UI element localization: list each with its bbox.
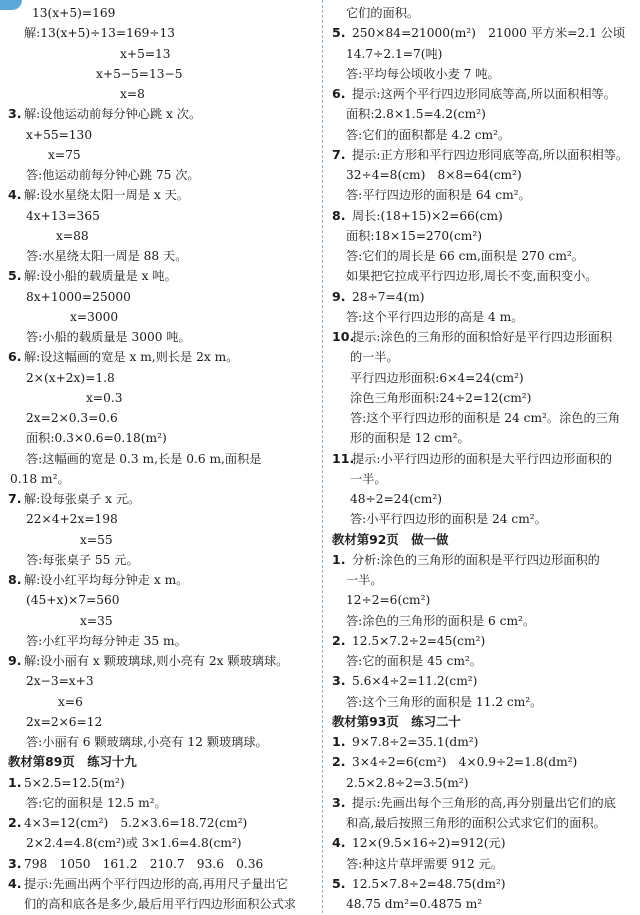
answer-text: 9×7.8÷2=35.1(dm²)	[352, 735, 479, 749]
answer-line	[8, 367, 115, 389]
section-heading	[8, 751, 137, 773]
answer-text: 解:设这幅画的宽是 x m,则长是 2x m。	[24, 350, 239, 365]
answer-text: x=8	[120, 87, 145, 101]
answer-line	[332, 245, 584, 267]
answer-text: 32÷4=8(cm) 8×8=64(cm²)	[346, 168, 522, 182]
answer-text: 答:小丽有 6 颗玻璃球,小亮有 12 颗玻璃球。	[26, 735, 268, 749]
section-heading	[332, 711, 461, 733]
answer-text: 4×3=12(cm²) 5.2×3.6=18.72(cm²)	[24, 816, 248, 830]
section-heading-text: 教材第89页 练习十九	[8, 754, 137, 770]
answer-text: 28÷7=4(m)	[352, 289, 425, 304]
answer-text: x=3000	[70, 309, 119, 324]
answer-text: 答:平均每公顷收小麦 7 吨。	[346, 66, 500, 81]
answer-line	[8, 63, 183, 85]
answer-text: 形的面积是 12 cm²。	[350, 431, 470, 446]
answer-text: x=35	[80, 613, 113, 628]
question-number: 5.	[8, 268, 22, 284]
answer-text: 答:每张桌子 55 元。	[26, 552, 139, 567]
answer-text: 答:种这片草坪需要 912 元。	[346, 856, 503, 871]
answer-line	[332, 893, 482, 915]
answer-line	[8, 346, 238, 368]
question-number: 8.	[8, 572, 22, 587]
question-number: 6.	[332, 86, 346, 101]
answer-line	[332, 448, 612, 470]
answer-text: x+5=13	[120, 46, 171, 61]
answer-line	[332, 772, 469, 794]
answer-text: 答:它的面积是 12.5 m²。	[26, 795, 167, 810]
answer-text: 一半。	[346, 573, 383, 587]
answer-line	[332, 873, 506, 895]
answer-text: 解:设小丽有 x 颗玻璃球,则小亮有 2x 颗玻璃球。	[24, 654, 289, 668]
answer-text: 8x+1000=25000	[26, 289, 131, 304]
answer-line	[8, 873, 288, 895]
answer-line	[8, 488, 140, 510]
answer-text: 面积:2.8×1.5=4.2(cm²)	[346, 107, 486, 122]
answer-line	[8, 184, 189, 206]
answer-line	[332, 751, 577, 773]
answer-line	[332, 488, 442, 510]
answer-line	[332, 569, 383, 591]
answer-text: 答:这个平行四边形的高是 4 m。	[346, 309, 524, 324]
answer-line	[8, 265, 177, 287]
section-heading-text: 教材第92页 做一做	[332, 531, 449, 547]
answer-text: x+55=130	[26, 127, 93, 142]
answer-text: 提示:先画出两个平行四边形的高,再用尺子量出它	[24, 876, 288, 891]
answer-line	[332, 286, 425, 308]
answer-line	[332, 346, 399, 368]
answer-text: 3×4÷2=6(cm²) 4×0.9÷2=1.8(dm²)	[352, 755, 578, 770]
answer-line	[8, 43, 171, 65]
answer-text: 提示:小平行四边形的面积是大平行四边形面积的	[352, 451, 613, 466]
question-number: 1.	[332, 551, 346, 567]
answer-line	[8, 245, 187, 267]
answer-text: 涂色三角形面积:24÷2=12(cm²)	[350, 390, 532, 405]
answer-text: 和高,最后按照三角形的面积公式求它们的面积。	[346, 816, 606, 830]
answer-line	[332, 22, 625, 44]
answer-text: 答:小红平均每分钟走 35 m。	[26, 633, 187, 648]
answer-text: x=55	[80, 532, 113, 547]
answer-text: 答:小船的载质量是 3000 吨。	[26, 330, 191, 344]
answer-line	[8, 205, 100, 227]
answer-text: 提示:这两个平行四边形同底等高,所以面积相等。	[352, 87, 616, 101]
question-number: 5.	[332, 875, 346, 891]
answer-line	[332, 792, 616, 814]
answer-line	[8, 448, 261, 470]
answer-line	[8, 792, 167, 814]
answer-text: 一半。	[350, 471, 387, 486]
answer-line	[8, 83, 145, 105]
answer-line	[8, 650, 288, 672]
question-number: 4.	[332, 835, 346, 851]
column-divider	[322, 0, 323, 913]
answer-text: 面积:0.3×0.6=0.18(m²)	[26, 431, 167, 446]
answer-text: 答:它们的面积都是 4.2 cm²。	[346, 127, 511, 142]
answer-line	[8, 427, 167, 449]
answer-line	[332, 83, 616, 105]
answer-text: 答:水星绕太阳一周是 88 天。	[26, 249, 188, 263]
answer-line	[332, 103, 486, 125]
question-number: 7.	[8, 491, 22, 506]
answer-line	[8, 326, 191, 348]
question-number: 2.	[332, 632, 346, 648]
answer-text: (45+x)×7=560	[26, 593, 120, 608]
answer-text: 12÷2=6(cm²)	[346, 593, 431, 608]
answer-text: 解:设水星绕太阳一周是 x 天。	[24, 188, 189, 203]
question-number: 9.	[8, 653, 22, 668]
answer-text: 答:这个三角形的面积是 11.2 cm²。	[346, 694, 543, 709]
answer-line	[332, 670, 477, 692]
answer-line	[8, 670, 94, 692]
section-heading-text: 教材第93页 练习二十	[332, 713, 461, 729]
answer-line	[8, 407, 118, 429]
answer-text: 答:小平行四边形的面积是 24 cm²。	[350, 512, 547, 527]
answer-line	[332, 367, 524, 389]
answer-text: 周长:(18+15)×2=66(cm)	[352, 208, 503, 223]
answer-line	[8, 164, 200, 186]
answer-line	[8, 832, 242, 854]
answer-line	[332, 853, 503, 875]
answer-text: 答:这个平行四边形的面积是 24 cm²。涂色的三角	[350, 411, 621, 425]
answer-line	[8, 711, 102, 733]
question-number: 3.	[332, 794, 346, 810]
answer-text: 12×(9.5×16÷2)=912(元)	[352, 836, 506, 851]
question-number: 3.	[332, 673, 346, 689]
answer-text: 答:它们的周长是 66 cm,面积是 270 cm²。	[346, 249, 584, 263]
answer-text: 2x−3=x+3	[26, 674, 94, 689]
answer-line	[332, 124, 510, 146]
answer-text: 提示:涂色的三角形的面积恰好是平行四边形面积	[352, 330, 613, 344]
answer-line	[8, 630, 187, 652]
answer-text: 2x=2×0.3=0.6	[26, 411, 118, 425]
answer-line	[8, 691, 83, 713]
answer-line	[332, 589, 430, 611]
answer-text: 它们的面积。	[346, 6, 420, 20]
answer-line	[332, 427, 470, 449]
question-number: 4.	[8, 187, 22, 203]
answer-line	[332, 184, 531, 206]
answer-line	[332, 2, 419, 24]
question-number: 10.	[332, 329, 355, 344]
answer-text: 们的高和底各是多少,最后用平行四边形面积公式求	[24, 897, 296, 911]
answer-text: 提示:先画出每个三角形的高,再分别量出它们的底	[352, 795, 616, 810]
answer-line	[332, 691, 542, 713]
answer-text: 答:它的面积是 45 cm²。	[346, 654, 482, 668]
answer-line	[332, 205, 503, 227]
answer-text: 答:涂色的三角形的面积是 6 cm²。	[346, 613, 536, 628]
answer-text: 面积:18×15=270(cm²)	[346, 228, 482, 243]
question-number: 1.	[8, 774, 22, 790]
question-number: 6.	[8, 349, 22, 365]
answer-text: 的一半。	[350, 350, 399, 365]
answer-line	[332, 144, 628, 166]
answer-line	[8, 124, 92, 146]
question-number: 9.	[332, 288, 346, 304]
answer-line	[8, 569, 188, 591]
answer-line	[8, 387, 122, 409]
answer-text: 14.7÷2.1=7(吨)	[346, 46, 443, 61]
answer-line	[332, 731, 478, 753]
answer-text: 解:设小红平均每分钟走 x m。	[24, 573, 189, 587]
question-number: 2.	[332, 754, 346, 770]
answer-line	[332, 468, 387, 490]
answer-text: 答:这幅画的宽是 0.3 m,长是 0.6 m,面积是	[26, 451, 262, 466]
answer-line	[8, 772, 125, 794]
answer-line	[8, 103, 201, 125]
answer-text: 13(x+5)=169	[32, 6, 116, 20]
question-number: 5.	[332, 25, 346, 41]
answer-text: 48.75 dm²=0.4875 m²	[346, 897, 483, 911]
answer-text: 2×2.4=4.8(cm²)或 3×1.6=4.8(cm²)	[26, 836, 242, 851]
answer-line	[332, 832, 505, 854]
answer-line	[332, 387, 531, 409]
answer-line	[8, 731, 268, 753]
answer-text: 答:平行四边形的面积是 64 cm²。	[346, 188, 531, 203]
question-number: 1.	[332, 734, 346, 749]
answer-line	[8, 468, 70, 490]
answer-text: 解:13(x+5)÷13=169÷13	[24, 26, 176, 41]
answer-line	[332, 225, 482, 247]
answer-line	[8, 589, 120, 611]
answer-line	[8, 22, 175, 44]
answer-line	[8, 225, 89, 247]
answer-line	[332, 407, 620, 429]
answer-line	[332, 508, 547, 530]
answer-text: 4x+13=365	[26, 208, 100, 223]
answer-line	[8, 853, 263, 875]
question-number: 4.	[8, 875, 22, 891]
answer-text: 22×4+2x=198	[26, 512, 118, 527]
answer-text: 0.18 m²。	[10, 471, 70, 486]
answer-text: 2×(x+2x)=1.8	[26, 370, 115, 385]
answer-text: 解:设小船的载质量是 x 吨。	[24, 269, 177, 284]
answer-text: 5.6×4÷2=11.2(cm²)	[352, 674, 478, 689]
answer-text: 2x=2×6=12	[26, 714, 103, 729]
answer-line	[332, 63, 500, 85]
answer-line	[332, 326, 612, 348]
answer-text: x+5−5=13−5	[96, 66, 183, 81]
left-column	[8, 0, 314, 913]
answer-line	[332, 630, 485, 652]
answer-text: 答:他运动前每分钟心跳 75 次。	[26, 168, 200, 182]
answer-line	[332, 306, 523, 328]
answer-text: 解:设他运动前每分钟心跳 x 次。	[24, 107, 202, 122]
answer-line	[8, 144, 81, 166]
answer-text: 12.5×7.2÷2=45(cm²)	[352, 633, 486, 648]
section-heading	[332, 529, 448, 551]
answer-line	[8, 893, 296, 915]
answer-line	[332, 650, 482, 672]
answer-line	[8, 2, 115, 24]
answer-line	[8, 508, 118, 530]
answer-text: 5×2.5=12.5(m²)	[24, 775, 125, 790]
answer-line	[8, 812, 247, 834]
answer-line	[332, 164, 522, 186]
answer-text: 平行四边形面积:6×4=24(cm²)	[350, 370, 524, 385]
answer-text: 如果把它拉成平行四边形,周长不变,面积变小。	[346, 269, 598, 284]
answer-line	[8, 306, 118, 328]
answer-text: 250×84=21000(m²) 21000 平方米=2.1 公顷	[352, 26, 626, 41]
question-number: 7.	[332, 146, 346, 162]
answer-line	[332, 265, 598, 287]
question-number: 2.	[8, 815, 22, 830]
answer-line	[8, 286, 131, 308]
answer-text: 2.5×2.8÷2=3.5(m²)	[346, 775, 469, 790]
answer-line	[332, 812, 606, 834]
question-number: 3.	[8, 106, 22, 122]
answer-line	[8, 610, 113, 632]
answer-line	[332, 549, 600, 571]
answer-line	[8, 549, 139, 571]
right-column	[332, 0, 636, 913]
answer-text: x=0.3	[86, 390, 123, 405]
question-number: 8.	[332, 207, 346, 223]
answer-text: 12.5×7.8÷2=48.75(dm²)	[352, 876, 506, 891]
answer-text: 分析:涂色的三角形的面积是平行四边形面积的	[352, 552, 600, 567]
answer-text: 798 1050 161.2 210.7 93.6 0.36	[24, 856, 264, 871]
answer-line	[332, 43, 442, 65]
answer-text: 48÷2=24(cm²)	[350, 492, 442, 506]
answer-line	[332, 610, 535, 632]
question-number: 3.	[8, 855, 22, 871]
answer-text: 解:设每张桌子 x 元。	[24, 492, 141, 506]
question-number: 11.	[332, 450, 355, 466]
answer-text: x=75	[48, 147, 81, 162]
answer-text: x=6	[58, 694, 83, 709]
answer-line	[8, 529, 113, 551]
answer-text: 提示:正方形和平行四边形同底等高,所以面积相等。	[352, 147, 629, 162]
answer-text: x=88	[56, 228, 89, 243]
